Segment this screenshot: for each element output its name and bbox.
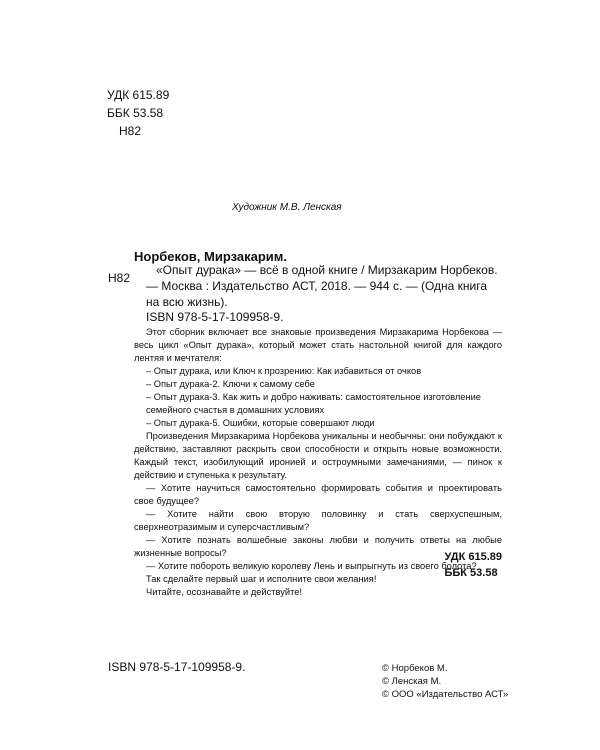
list-item: – Опыт дурака-2. Ключи к самому себе xyxy=(146,379,315,389)
copyright-block xyxy=(382,662,508,701)
list-item: – Опыт дурака-3. Как жить и добро наживать: самостоятельное изготовление семейного счастья в домашних условиях xyxy=(146,392,481,415)
bbk-code: ББК 53.58 xyxy=(107,106,164,120)
author-mark: Н82 xyxy=(119,124,142,138)
artist-credit: Художник М.В. Ленская xyxy=(232,202,342,213)
copyright-line: © Норбеков М. xyxy=(382,663,448,674)
list-item: – Опыт дурака-5. Ошибки, которые совершают люди xyxy=(146,418,375,428)
entry-author-heading: Норбеков, Мирзакарим. xyxy=(134,249,288,264)
bibliographic-description: «Опыт дурака» — всё в одной книге / Мирзакарим Норбеков. — Москва : Издательство АСТ, 2018. — 944 с. — (Одна книга на всю жизнь). xyxy=(146,263,498,309)
udk-code: УДК 615.89 xyxy=(107,88,170,102)
copyright-line: © ООО «Издательство АСТ» xyxy=(382,689,509,700)
entry-isbn: ISBN 978-5-17-109958-9. xyxy=(146,310,284,324)
udk-code: УДК 615.89 xyxy=(444,551,502,563)
list-item: – Опыт дурака, или Ключ к прозрению: Как избавиться от очков xyxy=(146,366,422,376)
entry-author-code: Н82 xyxy=(108,271,131,285)
footer-isbn: ISBN 978-5-17-109958-9. xyxy=(108,660,246,674)
question: — Хотите познать волшебные законы любви и получить ответы на любые жизненные вопросы? xyxy=(134,535,502,558)
question: — Хотите найти свою вторую половинку и стать сверхуспешным, сверхнеотразимым и суперсчастливым? xyxy=(134,509,502,532)
classification-codes-top xyxy=(107,86,169,140)
classification-codes-right xyxy=(444,549,502,581)
copyright-line: © Ленская М. xyxy=(382,676,442,687)
question: — Хотите научиться самостоятельно формировать события и проектировать свое будущее? xyxy=(134,483,502,506)
question: — Хотите побороть великую королеву Лень и выпрыгнуть из своего болота? xyxy=(146,561,477,571)
bbk-code: ББК 53.58 xyxy=(444,567,498,579)
annotation-body: Произведения Мирзакарима Норбекова уникальны и необычны: они побуждают к действию, заставляют раскрыть свои способности и открыть новые возможности. Каждый текст, изобилующий иронией и остроумными замечаниями, — пинок к действию и ступенька к результату. xyxy=(134,431,502,480)
annotation-intro: Этот сборник включает все знаковые произведения Мирзакарима Норбекова — весь цикл «Опыт дурака», который может стать настольной книгой для каждого лентяя и мечтателя: xyxy=(134,327,502,363)
annotation-closing: Так сделайте первый шаг и исполните свои желания! xyxy=(146,574,377,584)
annotation-closing: Читайте, осознавайте и действуйте! xyxy=(146,587,303,597)
